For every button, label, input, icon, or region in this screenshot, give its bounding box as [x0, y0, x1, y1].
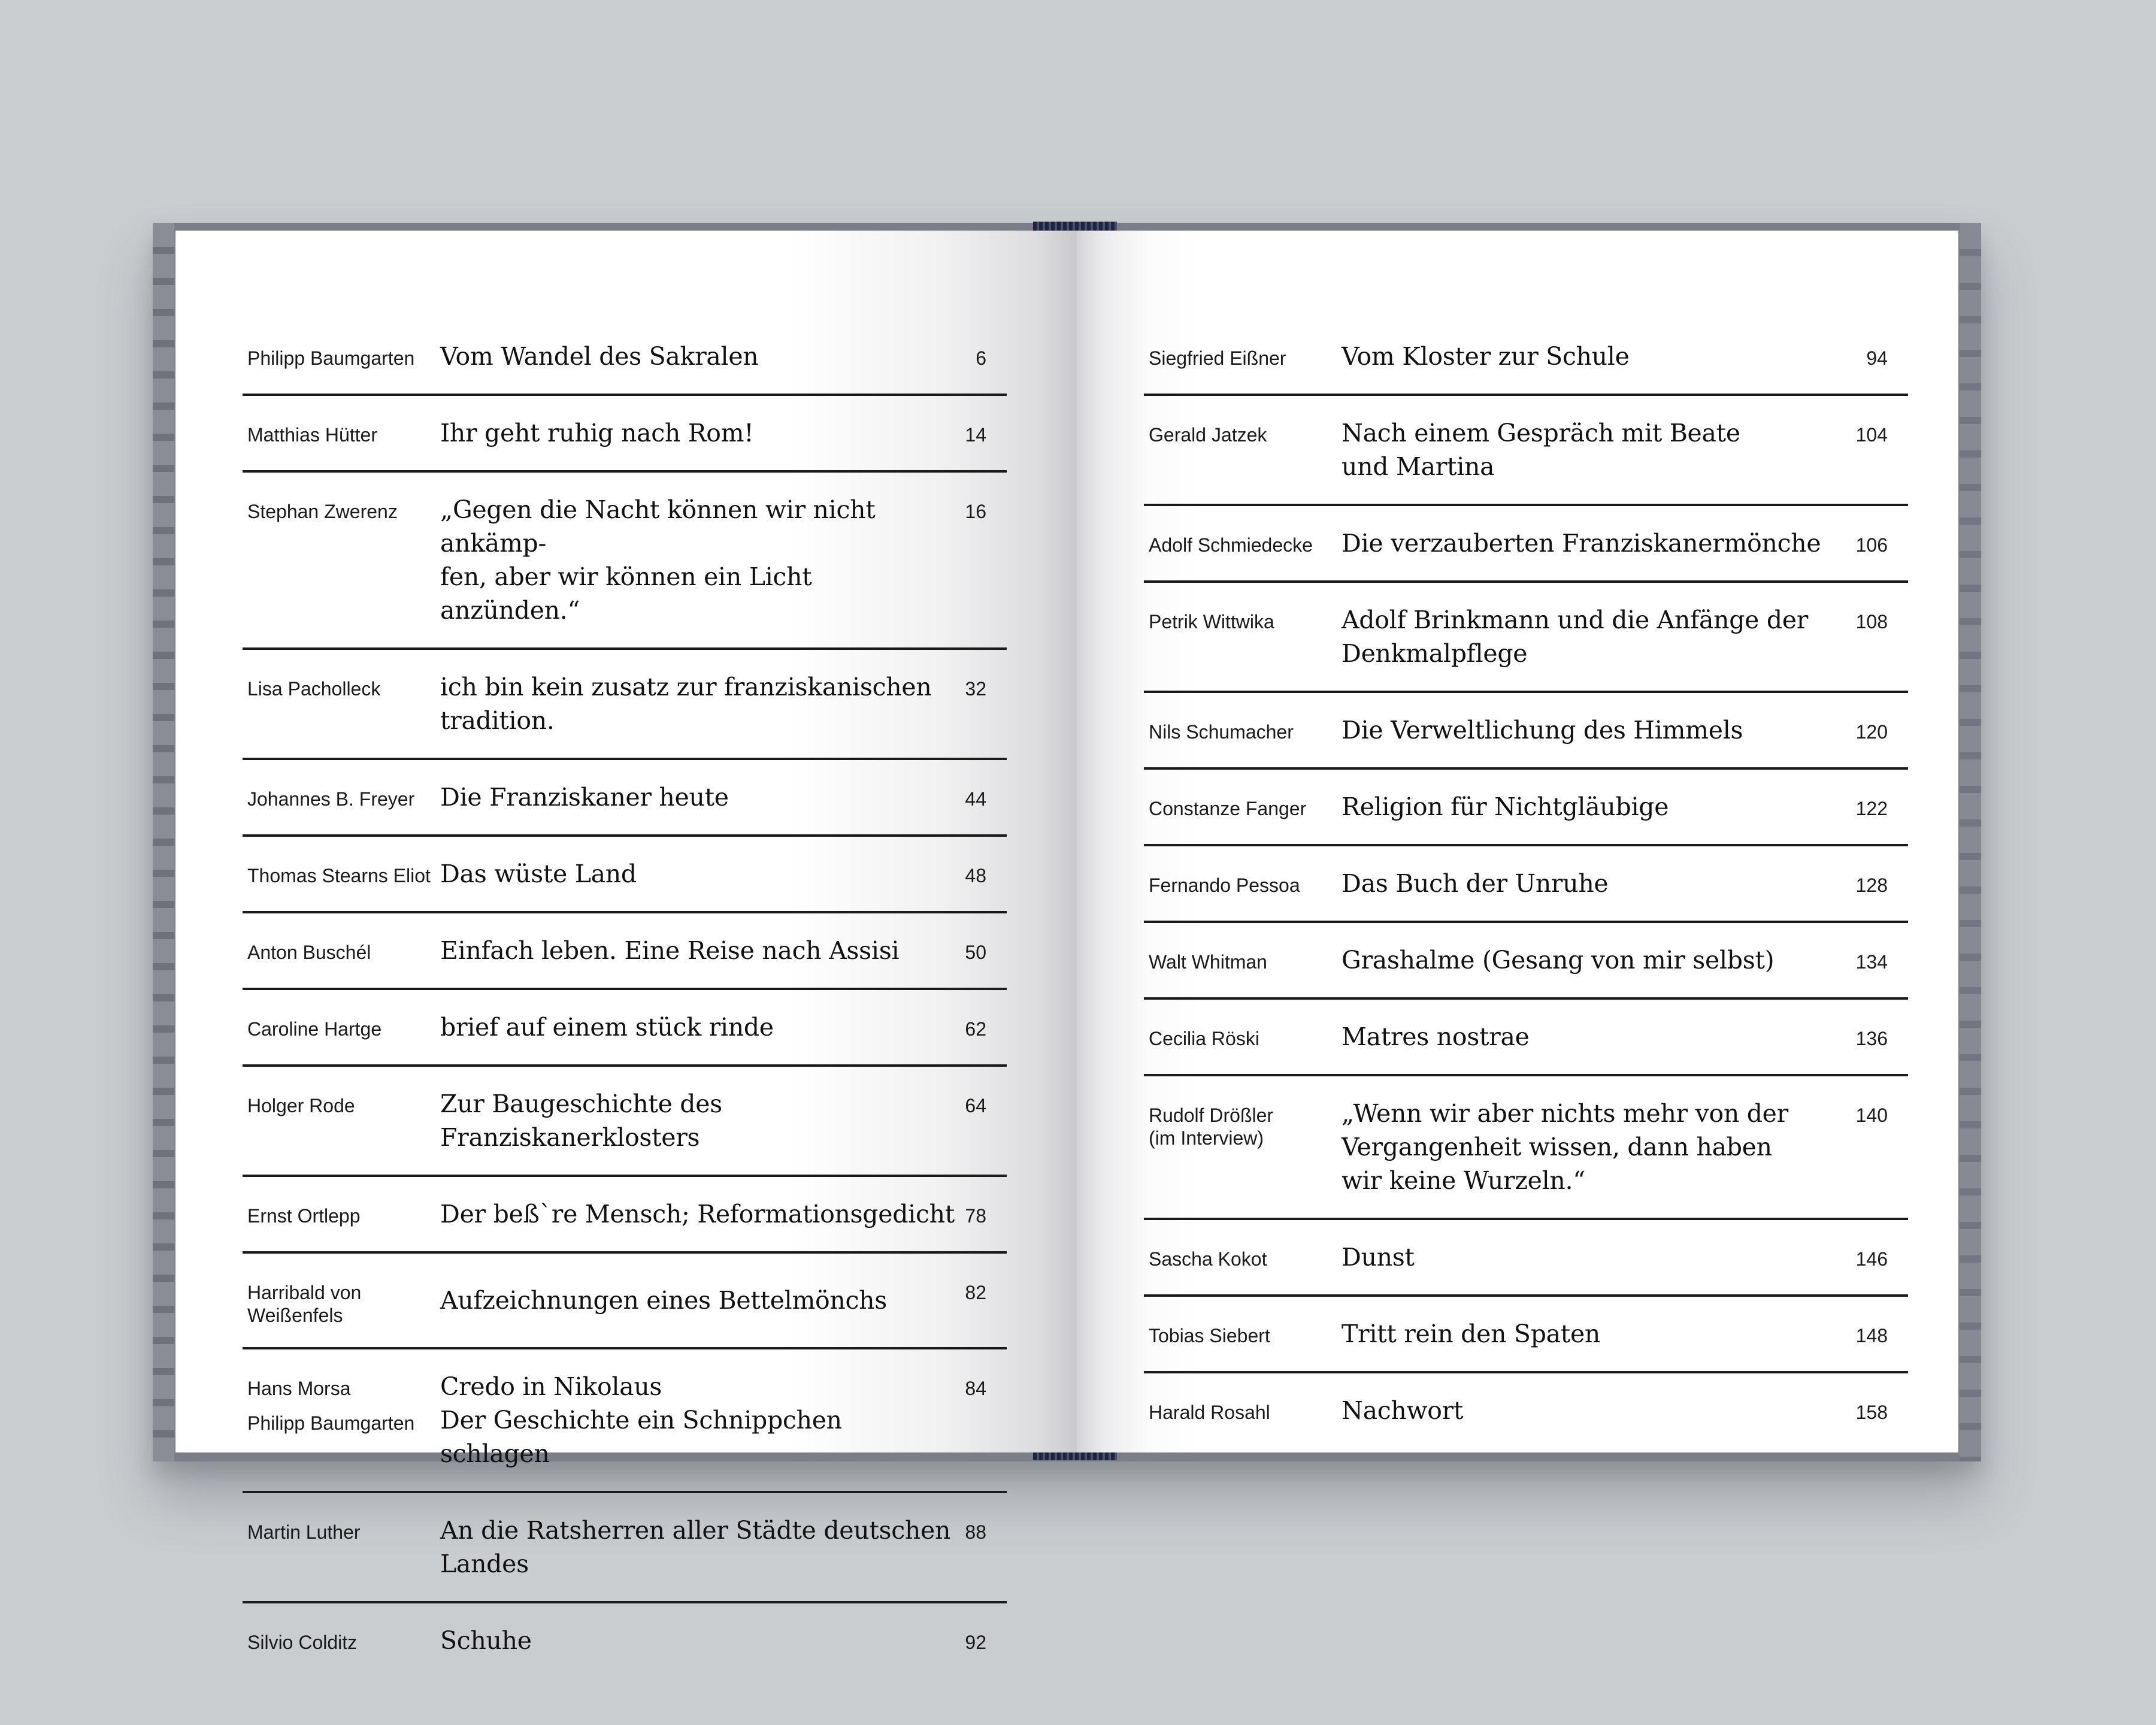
toc-author: Tobias Siebert — [1149, 1325, 1270, 1346]
toc-entry — [1144, 1000, 1908, 1076]
toc-entry — [1144, 770, 1908, 846]
toc-title — [1342, 1240, 1857, 1274]
toc-entry — [243, 650, 1007, 760]
toc-author-line: Hans Morsa — [247, 1378, 351, 1399]
toc-entry — [243, 1603, 1007, 1678]
toc-entry — [1144, 1220, 1908, 1297]
toc-title-line: Ihr geht ruhig nach Rom! — [440, 419, 754, 447]
toc-title — [1342, 1097, 1857, 1197]
toc-title-line: Grashalme (Gesang von mir selbst) — [1342, 946, 1775, 975]
toc-entry — [243, 913, 1007, 990]
toc-author: Harald Rosahl — [1149, 1402, 1270, 1423]
table-of-contents-left — [243, 319, 1007, 1678]
toc-title-line: Schuhe — [440, 1626, 532, 1655]
toc-page-number: 148 — [1855, 1325, 1888, 1346]
toc-title — [1342, 867, 1857, 900]
toc-page-number: 146 — [1855, 1248, 1888, 1270]
toc-entry — [243, 837, 1007, 913]
toc-author: Ernst Ortlepp — [247, 1205, 361, 1227]
toc-title-line: Die Franziskaner heute — [440, 783, 729, 812]
toc-title — [440, 416, 955, 450]
toc-title — [440, 1624, 955, 1657]
toc-title — [1342, 790, 1857, 824]
toc-page-number: 106 — [1855, 534, 1888, 556]
toc-author: Sascha Kokot — [1149, 1248, 1267, 1270]
toc-author: Fernando Pessoa — [1149, 874, 1300, 896]
toc-page-number: 140 — [1855, 1104, 1888, 1126]
toc-entry — [1144, 583, 1908, 693]
toc-title-line: Das wüste Land — [440, 860, 637, 888]
toc-title — [1342, 1394, 1857, 1427]
toc-entry — [243, 1254, 1007, 1349]
toc-author: Walt Whitman — [1149, 951, 1267, 973]
toc-author: Holger Rode — [247, 1095, 355, 1116]
toc-title — [440, 1514, 955, 1581]
toc-title — [440, 934, 955, 967]
toc-page-number: 44 — [965, 788, 986, 810]
toc-author: Matthias Hütter — [247, 424, 377, 446]
toc-entry — [1144, 1076, 1908, 1220]
toc-title — [1342, 416, 1857, 483]
toc-author — [1144, 1097, 1342, 1149]
toc-title-line: tradition. — [440, 706, 555, 735]
toc-title — [440, 1197, 955, 1231]
toc-title — [1342, 713, 1857, 747]
toc-author: Caroline Hartge — [247, 1018, 382, 1040]
toc-page-number: 62 — [965, 1018, 986, 1040]
toc-title — [440, 857, 955, 891]
toc-title — [440, 340, 955, 373]
toc-entry — [1144, 396, 1908, 506]
toc-entry — [1144, 923, 1908, 1000]
toc-page-number: 14 — [965, 424, 986, 446]
toc-title-line: wir keine Wurzeln.“ — [1342, 1166, 1585, 1195]
toc-title-line: Die verzauberten Franziskanermönche — [1342, 529, 1821, 558]
toc-page-number: 104 — [1855, 424, 1888, 446]
toc-title-line: Die Verweltlichung des Himmels — [1342, 716, 1743, 745]
toc-title-line: Vom Kloster zur Schule — [1342, 342, 1630, 371]
toc-author-line: Harribald von — [247, 1282, 362, 1303]
toc-author: Martin Luther — [247, 1521, 361, 1543]
toc-title — [440, 670, 955, 737]
toc-author: Adolf Schmiedecke — [1149, 534, 1313, 556]
toc-author: Constanze Fanger — [1149, 798, 1307, 819]
toc-page-number: 122 — [1855, 798, 1888, 819]
toc-entry — [243, 1067, 1007, 1177]
toc-page-number: 16 — [965, 501, 986, 522]
toc-title — [440, 1010, 955, 1044]
toc-entry — [243, 319, 1007, 396]
toc-entry — [243, 1177, 1007, 1254]
toc-author: Nils Schumacher — [1149, 721, 1294, 743]
toc-entry — [243, 1349, 1007, 1493]
toc-title-line: Vergangenheit wissen, dann haben — [1342, 1133, 1772, 1161]
toc-title-line: Das Buch der Unruhe — [1342, 869, 1609, 898]
toc-author — [243, 1370, 440, 1435]
toc-entry — [243, 760, 1007, 837]
toc-page-number: 94 — [1866, 347, 1888, 369]
toc-title — [440, 1274, 955, 1317]
toc-author: Stephan Zwerenz — [247, 501, 398, 522]
toc-author-line: (im Interview) — [1149, 1127, 1264, 1149]
toc-entry — [1144, 1373, 1908, 1448]
toc-title-line: Adolf Brinkmann und die Anfänge der — [1342, 606, 1809, 634]
toc-title — [440, 780, 955, 814]
toc-author: Philipp Baumgarten — [247, 347, 415, 369]
toc-title-line: fen, aber wir können ein Licht anzünden.“ — [440, 562, 812, 625]
toc-title — [1342, 1317, 1857, 1351]
toc-entry — [243, 1493, 1007, 1603]
toc-page-number: 136 — [1855, 1028, 1888, 1049]
toc-author: Thomas Stearns Eliot — [247, 865, 431, 886]
toc-page-number: 64 — [965, 1095, 986, 1116]
right-page — [1077, 231, 1958, 1452]
toc-title-line: Landes — [440, 1550, 529, 1578]
toc-author — [243, 1274, 440, 1327]
toc-title-line: Nach einem Gespräch mit Beate — [1342, 419, 1740, 447]
toc-page-number: 32 — [965, 678, 986, 700]
toc-title-line: „Wenn wir aber nichts mehr von der — [1342, 1099, 1788, 1128]
toc-page-number: 6 — [976, 347, 986, 369]
toc-author: Gerald Jatzek — [1149, 424, 1267, 446]
toc-entry — [243, 473, 1007, 650]
toc-title — [440, 493, 955, 627]
cover-edge-left — [153, 223, 174, 1461]
toc-page-number: 108 — [1855, 611, 1888, 632]
toc-title-line: Der Geschichte ein Schnippchen schlagen — [440, 1406, 842, 1468]
toc-title — [1342, 340, 1857, 373]
toc-page-number: 92 — [965, 1632, 986, 1653]
toc-title-line: An die Ratsherren aller Städte deutschen — [440, 1516, 951, 1545]
toc-title-line: ich bin kein zusatz zur franziskanischen — [440, 673, 932, 701]
toc-title-line: Einfach leben. Eine Reise nach Assisi — [440, 936, 900, 965]
toc-title — [440, 1087, 955, 1154]
toc-title-line: Credo in Nikolaus — [440, 1372, 662, 1401]
toc-title-line: Dunst — [1342, 1243, 1415, 1272]
toc-page-number: 134 — [1855, 951, 1888, 973]
toc-page-number: 50 — [965, 942, 986, 963]
toc-title — [1342, 943, 1857, 977]
toc-entry — [243, 396, 1007, 473]
toc-title-line: Matres nostrae — [1342, 1022, 1530, 1051]
toc-author: Silvio Colditz — [247, 1632, 358, 1653]
toc-author-line: Rudolf Drößler — [1149, 1104, 1274, 1126]
toc-title — [1342, 1020, 1857, 1054]
toc-entry — [1144, 1297, 1908, 1373]
toc-page-number: 88 — [965, 1521, 986, 1543]
toc-title-line: Denkmalpflege — [1342, 639, 1528, 668]
toc-author: Johannes B. Freyer — [247, 788, 415, 810]
toc-title — [1342, 526, 1857, 560]
toc-title-line: und Martina — [1342, 452, 1495, 481]
toc-author: Petrik Wittwika — [1149, 611, 1274, 632]
toc-page-number: 48 — [965, 865, 986, 886]
toc-title-line: Der beß`re Mensch; Reformationsgedicht — [440, 1200, 955, 1228]
toc-author-line: Philipp Baumgarten — [247, 1412, 415, 1434]
toc-title-line: Religion für Nichtgläubige — [1342, 792, 1669, 821]
left-page — [175, 231, 1077, 1655]
toc-entry — [1144, 319, 1908, 396]
toc-title-line: Nachwort — [1342, 1396, 1464, 1425]
toc-title-line: Vom Wandel des Sakralen — [440, 342, 759, 371]
toc-page-number: 128 — [1855, 874, 1888, 896]
toc-title-line: „Gegen die Nacht können wir nicht ankämp- — [440, 495, 876, 558]
toc-entry — [1144, 846, 1908, 923]
toc-page-number: 82 — [965, 1282, 986, 1303]
toc-page-number: 158 — [1855, 1402, 1888, 1423]
toc-page-number: 84 — [965, 1378, 986, 1399]
toc-author: Siegfried Eißner — [1149, 347, 1286, 369]
toc-title-line: brief auf einem stück rinde — [440, 1013, 774, 1042]
toc-title-line: Aufzeichnungen eines Bettelmönchs — [440, 1286, 888, 1315]
toc-page-number: 120 — [1855, 721, 1888, 743]
toc-entry — [243, 990, 1007, 1067]
toc-author-line: Weißenfels — [247, 1305, 343, 1326]
toc-author: Cecilia Röski — [1149, 1028, 1259, 1049]
toc-entry — [1144, 506, 1908, 583]
cover-edge-right — [1960, 223, 1981, 1461]
toc-title — [1342, 603, 1857, 670]
toc-title-line: Tritt rein den Spaten — [1342, 1320, 1601, 1348]
toc-title — [440, 1370, 955, 1470]
toc-entry — [1144, 693, 1908, 770]
toc-page-number: 78 — [965, 1205, 986, 1227]
toc-author: Lisa Pacholleck — [247, 678, 381, 700]
toc-author: Anton Buschél — [247, 942, 371, 963]
table-of-contents-right — [1144, 319, 1908, 1448]
toc-title-line: Zur Baugeschichte des Franziskanerklosters — [440, 1090, 722, 1152]
